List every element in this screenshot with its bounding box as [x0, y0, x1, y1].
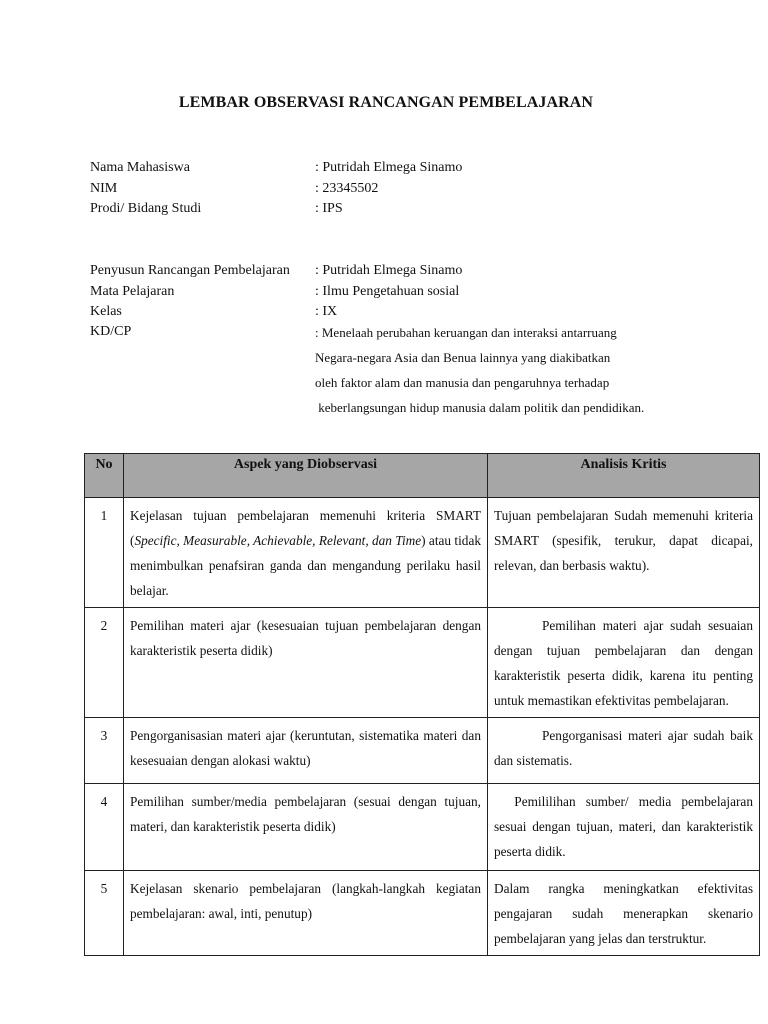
aspect-cell: Pengorganisasian materi ajar (keruntutan, sistematika materi dan kesesuaian dengan alokasi waktu) [124, 718, 488, 784]
table-row [85, 871, 760, 956]
row-number: 5 [85, 871, 124, 956]
aspect-cell: Kejelasan skenario pembelajaran (langkah-langkah kegiatan pembelajaran: awal, inti, penutup) [124, 871, 488, 956]
aspect-text: Kejelasan tujuan pembelajaran memenuhi kriteria SMART ( [130, 508, 481, 548]
plan-subject-value: : Ilmu Pengetahuan sosial [315, 283, 460, 299]
plan-class-value: : IX [315, 304, 338, 319]
aspect-cell: Pemilihan sumber/media pembelajaran (sesuai dengan tujuan, materi, dan karakteristik peserta didik) [124, 784, 488, 871]
header-aspect: Aspek yang Diobservasi [124, 454, 488, 498]
row-number: 3 [85, 718, 124, 784]
row-number: 2 [85, 608, 124, 718]
kdcp-label: KD/CP [90, 324, 132, 339]
aspect-italic-text: Specific, Measurable, Achievable, Relevant, dan Time [134, 533, 422, 548]
student-info [90, 158, 690, 220]
student-nim-label: NIM [90, 180, 118, 196]
aspect-cell: Pemilihan materi ajar (kesesuaian tujuan pembelajaran dengan karakteristik peserta didik) [124, 608, 488, 718]
kdcp-line: : Menelaah perubahan keruangan dan interaksi antarruang [315, 325, 617, 340]
analysis-cell: Dalam rangka meningkatkan efektivitas pengajaran sudah menerapkan skenario pembelajaran yang jelas dan terstruktur. [488, 871, 760, 956]
student-prodi-value: : IPS [315, 201, 343, 216]
student-nim-value: : 23345502 [315, 180, 379, 196]
student-prodi-label: Prodi/ Bidang Studi [90, 201, 202, 216]
analysis-cell: Pengorganisasi materi ajar sudah baik dan sistematis. [488, 718, 760, 784]
plan-subject-label: Mata Pelajaran [90, 283, 175, 299]
student-prodi-row [90, 199, 690, 220]
aspect-cell [124, 498, 488, 608]
student-name-row [90, 158, 690, 179]
student-name-value: : Putridah Elmega Sinamo [315, 160, 463, 175]
kdcp-line: oleh faktor alam dan manusia dan pengaruhnya terhadap [315, 375, 610, 390]
analysis-cell: Pemilihan materi ajar sudah sesuaian dengan tujuan pembelajaran dan dengan karakteristik peserta didik, karena itu penting untuk memastikan efektivitas pembelajaran. [488, 608, 760, 718]
row-number: 4 [85, 784, 124, 871]
observation-table [84, 453, 760, 956]
plan-subject-row [90, 282, 690, 303]
student-name-label: Nama Mahasiswa [90, 160, 190, 175]
student-nim-row [90, 179, 690, 200]
kdcp-line: Negara-negara Asia dan Benua lainnya yang diakibatkan [315, 350, 611, 365]
kdcp-line: keberlangsungan hidup manusia dalam politik dan pendidikan. [315, 400, 645, 415]
plan-author-row [90, 261, 690, 282]
plan-class-row [90, 302, 690, 323]
analysis-cell: Pemililihan sumber/ media pembelajaran sesuai dengan tujuan, materi, dan karakteristik peserta didik. [488, 784, 760, 871]
header-analysis: Analisis Kritis [488, 454, 760, 498]
plan-author-value: : Putridah Elmega Sinamo [315, 263, 463, 278]
plan-author-label: Penyusun Rancangan Pembelajaran [90, 263, 290, 278]
aspect-text: ) atau tidak menimbulkan penafsiran ganda dan mengandung perilaku hasil belajar. [130, 533, 481, 598]
analysis-cell: Tujuan pembelajaran Sudah memenuhi kriteria SMART (spesifik, terukur, dapat dicapai, relevan, dan berbasis waktu). [488, 498, 760, 608]
plan-info [90, 261, 690, 323]
table-row [85, 718, 760, 784]
document-title: LEMBAR OBSERVASI RANCANGAN PEMBELAJARAN [178, 94, 594, 111]
table-row [85, 784, 760, 871]
header-no: No [85, 454, 124, 498]
table-header-row [85, 454, 760, 498]
plan-class-label: Kelas [90, 304, 122, 319]
table-row [85, 498, 760, 608]
table-row [85, 608, 760, 718]
row-number: 1 [85, 498, 124, 608]
